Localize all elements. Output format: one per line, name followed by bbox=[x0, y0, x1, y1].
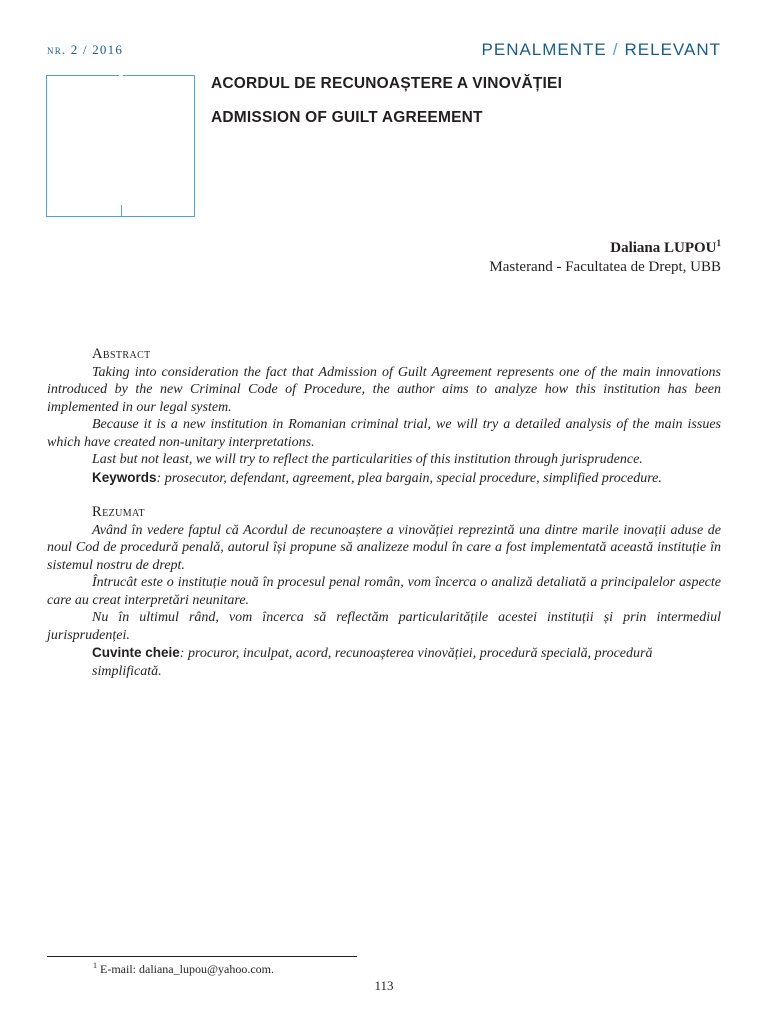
rezumat-heading: Rezumat bbox=[92, 504, 146, 520]
author-affiliation: Masterand - Facultatea de Drept, UBB bbox=[489, 259, 721, 275]
journal-name-left: PENALMENTE bbox=[481, 40, 607, 59]
rezumat-keywords bbox=[47, 644, 721, 680]
footnote-divider bbox=[47, 956, 357, 957]
abstract-keywords bbox=[47, 469, 721, 488]
rezumat-section bbox=[47, 504, 721, 680]
journal-name bbox=[482, 40, 721, 60]
decorative-frame bbox=[46, 75, 195, 217]
footnote bbox=[93, 961, 274, 977]
abstract-paragraph: Taking into consideration the fact that Admission of Guilt Agreement represents one of the main innovations introduced by the new Criminal Code of Procedure, the author aims to analyze how this institution has been implemented in our legal system. bbox=[47, 364, 721, 415]
footnote-text: E-mail: daliana_lupou@yahoo.com. bbox=[100, 962, 275, 976]
cuvinte-cheie-label: Cuvinte cheie bbox=[92, 645, 180, 660]
author-footnote-mark: 1 bbox=[716, 238, 721, 248]
rezumat-paragraph: Întrucât este o instituție nouă în procesul penal român, vom încerca o analiză detaliată a principalelor aspecte care au creat interpretări neunitare. bbox=[47, 575, 721, 608]
frame-gap bbox=[119, 73, 123, 77]
keywords-label: Keywords bbox=[92, 469, 157, 485]
author-name-text: Daliana LUPOU bbox=[610, 240, 717, 256]
frame-tick bbox=[121, 205, 122, 217]
page-number: 113 bbox=[374, 978, 394, 993]
journal-separator: / bbox=[612, 40, 619, 59]
rezumat-paragraph: Având în vedere faptul că Acordul de recunoaștere a vinovăției reprezintă una dintre marile inovații aduse de noul Cod de procedură penală, autorul își propune să analizeze modul în care a fost implementată această instituție în sistemul nostru de drept. bbox=[47, 522, 721, 573]
rezumat-paragraph: Nu în ultimul rând, vom încerca să reflectăm particularitățile acestei instituții și prin intermediul jurisprudenței. bbox=[47, 610, 721, 643]
abstract-paragraph: Last but not least, we will try to reflect the particularities of this institution through jurisprudence. bbox=[92, 452, 643, 467]
issue-number: nr. 2 / 2016 bbox=[47, 42, 124, 57]
keywords-text: : prosecutor, defendant, agreement, plea bargain, special procedure, simplified procedure. bbox=[156, 470, 662, 486]
footnote-mark: 1 bbox=[93, 961, 97, 970]
abstract-heading: Abstract bbox=[92, 346, 151, 362]
title-romanian: ACORDUL DE RECUNOAȘTERE A VINOVĂȚIEI bbox=[211, 75, 563, 92]
author-name bbox=[610, 238, 721, 257]
cuvinte-cheie-text: : procuror, inculpat, acord, recunoașterea vinovăției, procedură specială, procedură simplificată. bbox=[92, 646, 653, 679]
journal-name-right: RELEVANT bbox=[624, 40, 721, 59]
abstract-paragraph: Because it is a new institution in Romanian criminal trial, we will try a detailed analysis of the main issues which have created non-unitary interpretations. bbox=[47, 417, 721, 450]
abstract-section bbox=[47, 346, 721, 487]
title-english: ADMISSION OF GUILT AGREEMENT bbox=[211, 109, 483, 126]
